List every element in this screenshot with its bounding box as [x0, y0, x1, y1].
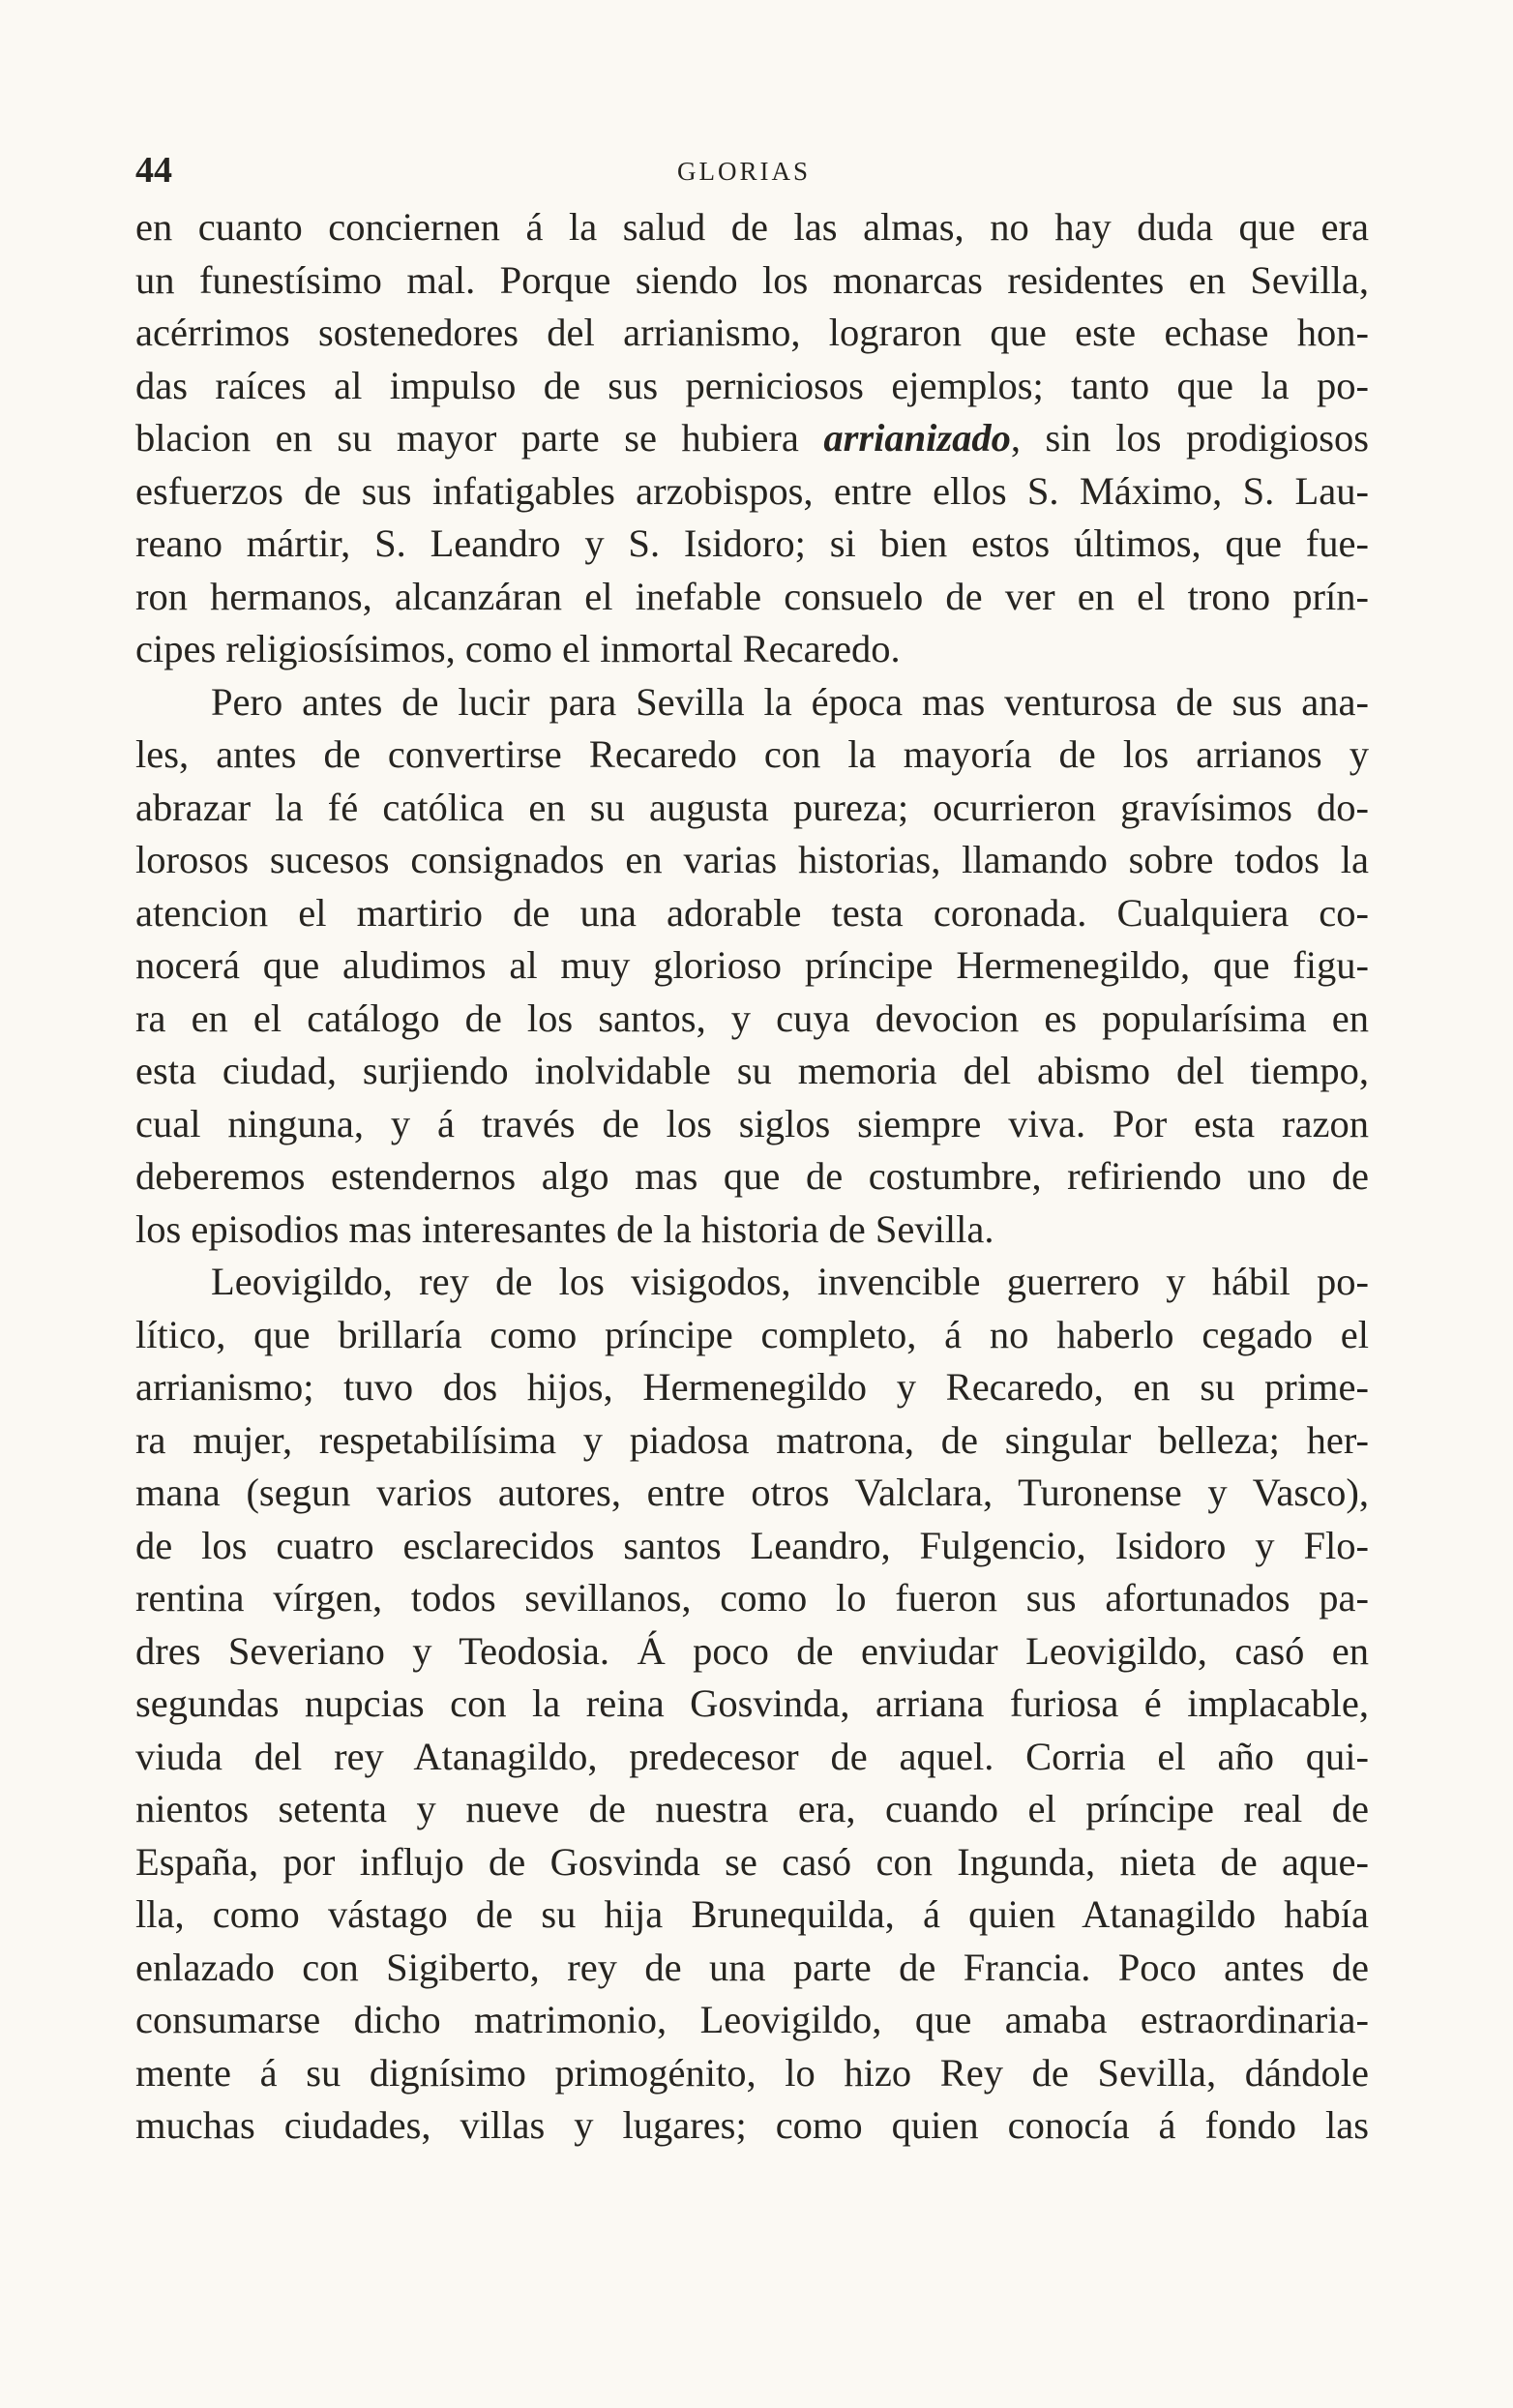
text-line: enlazado con Sigiberto, rey de una parte de Francia. Poco antes de [135, 1945, 1369, 1989]
text-segment: blacion en su mayor parte se hubiera [135, 416, 799, 460]
text-line: los episodios mas interesantes de la historia de Sevilla. [135, 1206, 994, 1251]
page-header [135, 145, 1364, 193]
text-line: acérrimos sostenedores del arrianismo, lograron que este echase hon- [135, 311, 1369, 354]
text-line: muchas ciudades, villas y lugares; como quien conocía á fondo las [135, 2103, 1369, 2147]
running-head: GLORIAS [677, 157, 812, 186]
text-line: ra mujer, respetabilísima y piadosa matrona, de singular belleza; her- [135, 1417, 1369, 1462]
text-line: mana (segun varios autores, entre otros Valclara, Turonense y Vasco), [135, 1471, 1369, 1514]
text-line: arrianismo; tuvo dos hijos, Hermenegildo y Recaredo, en su prime- [135, 1365, 1369, 1409]
text-line: Leovigildo, rey de los visigodos, invencible guerrero y hábil po- [211, 1260, 1369, 1303]
page-number: 44 [135, 150, 172, 191]
text-line: nocerá que aludimos al muy glorioso príncipe Hermenegildo, que figu- [135, 943, 1369, 987]
text-line: lítico, que brillaría como príncipe completo, á no haberlo cegado el [135, 1312, 1369, 1356]
text-line: cipes religiosísimos, como el inmortal Recaredo. [135, 627, 901, 670]
text-line: lla, como vástago de su hija Brunequilda, á quien Atanagildo había [135, 1892, 1369, 1936]
text-line: mente á su dignísimo primogénito, lo hizo Rey de Sevilla, dándole [135, 2050, 1369, 2095]
text-line: un funestísimo mal. Porque siendo los monarcas residentes en Sevilla, [135, 257, 1369, 302]
text-line: esta ciudad, surjiendo inolvidable su memoria del abismo del tiempo, [135, 1049, 1369, 1092]
text-line: atencion el martirio de una adorable testa coronada. Cualquiera co- [135, 890, 1369, 935]
text-line: lorosos sucesos consignados en varias historias, llamando sobre todos la [135, 838, 1369, 881]
text-line: nientos setenta y nueve de nuestra era, cuando el príncipe real de [135, 1787, 1369, 1830]
italic-word: arrianizado [823, 416, 1011, 460]
text-line: España, por influjo de Gosvinda se casó con Ingunda, nieta de aque- [135, 1839, 1369, 1884]
text-line: Pero antes de lucir para Sevilla la época mas venturosa de sus ana- [211, 679, 1369, 724]
text-line: rentina vírgen, todos sevillanos, como lo fueron sus afortunados pa- [135, 1576, 1369, 1620]
text-line: consumarse dicho matrimonio, Leovigildo, que amaba estraordinaria- [135, 1998, 1369, 2041]
text-line: segundas nupcias con la reina Gosvinda, arriana furiosa é implacable, [135, 1681, 1369, 1725]
text-line [135, 412, 1369, 465]
text-line: reano mártir, S. Leandro y S. Isidoro; si bien estos últimos, que fue- [135, 521, 1369, 565]
text-line: esfuerzos de sus infatigables arzobispos, entre ellos S. Máximo, S. Lau- [135, 468, 1369, 513]
text-line: ron hermanos, alcanzáran el inefable consuelo de ver en el trono prín- [135, 574, 1369, 618]
text-line: ra en el catálogo de los santos, y cuya devocion es popularísima en [135, 996, 1369, 1040]
text-line: deberemos estendernos algo mas que de costumbre, refiriendo uno de [135, 1154, 1369, 1198]
text-segment: , sin los prodigiosos [1010, 416, 1370, 460]
text-line: viuda del rey Atanagildo, predecesor de aquel. Corria el año qui- [135, 1734, 1369, 1778]
text-line: abrazar la fé católica en su augusta pureza; ocurrieron gravísimos do- [135, 785, 1369, 829]
text-line: das raíces al impulso de sus perniciosos ejemplos; tanto que la po- [135, 363, 1369, 407]
text-line: les, antes de convertirse Recaredo con la mayoría de los arrianos y [135, 732, 1369, 776]
text-line: en cuanto conciernen á la salud de las almas, no hay duda que era [135, 205, 1369, 249]
text-line: de los cuatro esclarecidos santos Leandro, Fulgencio, Isidoro y Flo- [135, 1523, 1369, 1567]
text-line: dres Severiano y Teodosia. Á poco de enviudar Leovigildo, casó en [135, 1628, 1369, 1673]
body-text [135, 201, 1369, 2153]
text-line: cual ninguna, y á través de los siglos siempre viva. Por esta razon [135, 1101, 1369, 1145]
